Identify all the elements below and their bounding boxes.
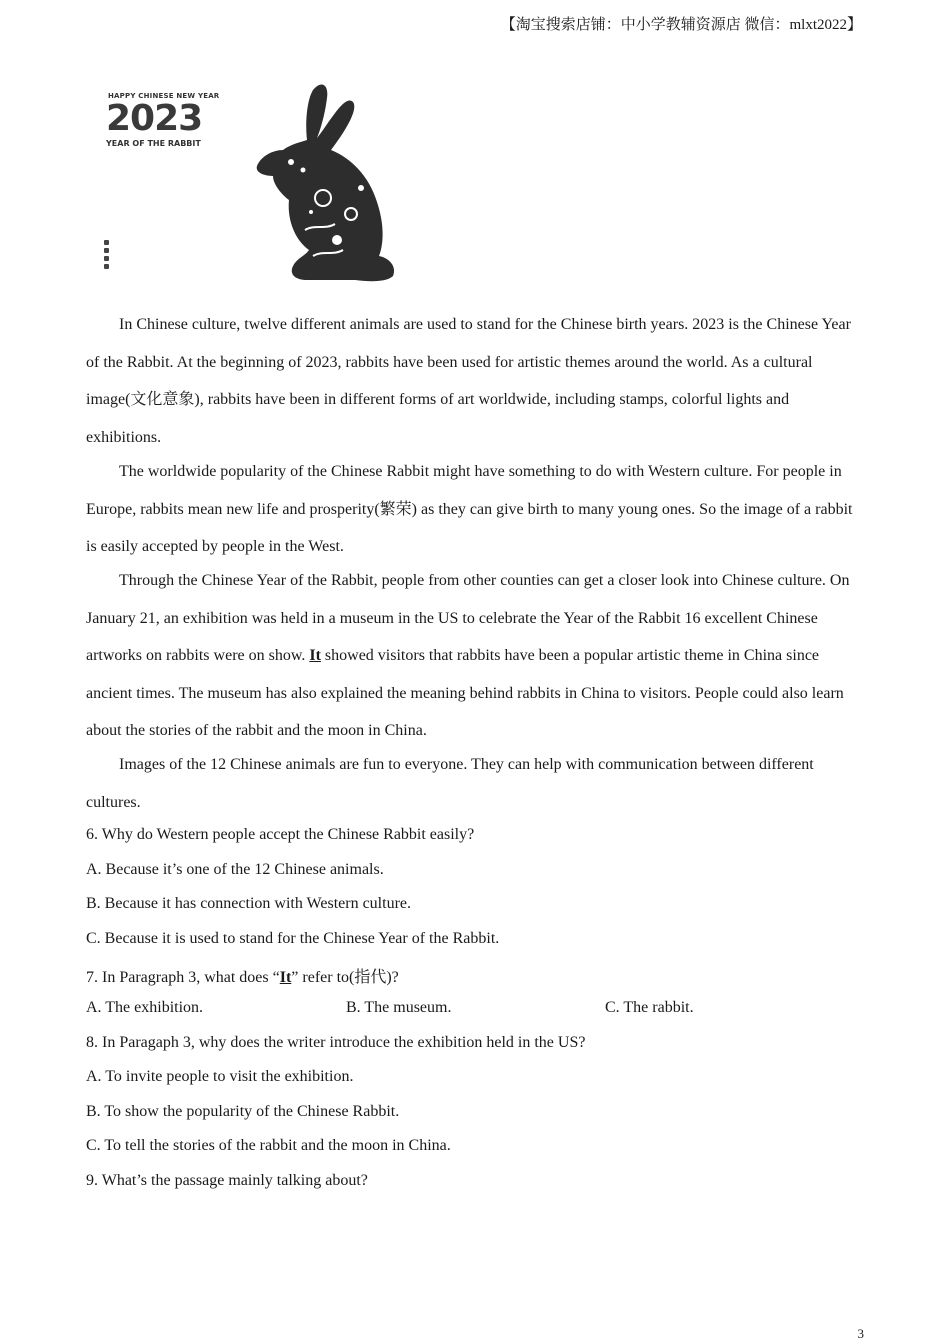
- passage-paragraph-2: The worldwide popularity of the Chinese Rabbit might have something to do with Western culture. For people in Europe, rabbits mean new life and prosperity(繁荣) as they can give birth to many young ones. So the image of a rabbit is easily accepted by people in the West.: [86, 463, 853, 555]
- passage-paragraph-3: Through the Chinese Year of the Rabbit, people from other counties can get a closer look into Chinese culture. On January 21, an exhibition was held in a museum in the US to celebrate the Year of the Rabbit 16 excellent Chinese artworks on rabbits were on show. It showed visitors that rabbits have been a popular artistic theme in China since ancient times. The museum has also explained the meaning behind rabbits in China to visitors. People could also learn about the stories of the rabbit and the moon in China.: [86, 572, 850, 739]
- seal-stamp: [104, 240, 112, 269]
- passage-paragraph-4: Images of the 12 Chinese animals are fun to everyone. They can help with communication between different cultures.: [86, 756, 814, 811]
- question-8-stem: 8. In Paragaph 3, why does the writer introduce the exhibition held in the US?: [86, 1034, 586, 1051]
- question-6-option-c: C. Because it is used to stand for the Chinese Year of the Rabbit.: [86, 930, 500, 947]
- question-7-option-a: A. The exhibition.: [86, 999, 204, 1016]
- question-8-option-c: C. To tell the stories of the rabbit and the moon in China.: [86, 1137, 451, 1154]
- poster-year: 2023: [106, 98, 203, 139]
- rabbit-poster-image: [96, 76, 406, 286]
- question-8-option-a: A. To invite people to visit the exhibition.: [86, 1068, 354, 1085]
- question-6-option-b: B. Because it has connection with Western culture.: [86, 895, 411, 912]
- question-9-stem: 9. What’s the passage mainly talking about?: [86, 1172, 368, 1189]
- poster-greeting: HAPPY CHINESE NEW YEAR: [108, 92, 220, 100]
- underlined-it: It: [309, 647, 321, 664]
- rabbit-papercut-illustration: [251, 80, 401, 282]
- question-7-option-c: C. The rabbit.: [605, 999, 694, 1016]
- passage-paragraph-1: In Chinese culture, twelve different animals are used to stand for the Chinese birth years. 2023 is the Chinese Year of the Rabbit. At the beginning of 2023, rabbits have been used for artistic themes around the world. As a cultural image(文化意象), rabbits have been in different forms of art worldwide, including stamps, colorful lights and exhibitions.: [86, 316, 851, 446]
- question-6-stem: 6. Why do Western people accept the Chinese Rabbit easily?: [86, 826, 475, 843]
- poster-subtitle: YEAR OF THE RABBIT: [106, 139, 201, 148]
- question-8-option-b: B. To show the popularity of the Chinese Rabbit.: [86, 1103, 400, 1120]
- question-6-option-a: A. Because it’s one of the 12 Chinese animals.: [86, 861, 384, 878]
- question-7-option-b: B. The museum.: [346, 999, 452, 1016]
- question-7-it: It: [279, 969, 292, 986]
- question-7-stem: 7. In Paragraph 3, what does “It” refer to(指代)?: [86, 969, 399, 986]
- page-header: 【淘宝搜索店铺：中小学教辅资源店 微信：mlxt2022】: [500, 17, 862, 33]
- page-number: 3: [857, 1326, 864, 1341]
